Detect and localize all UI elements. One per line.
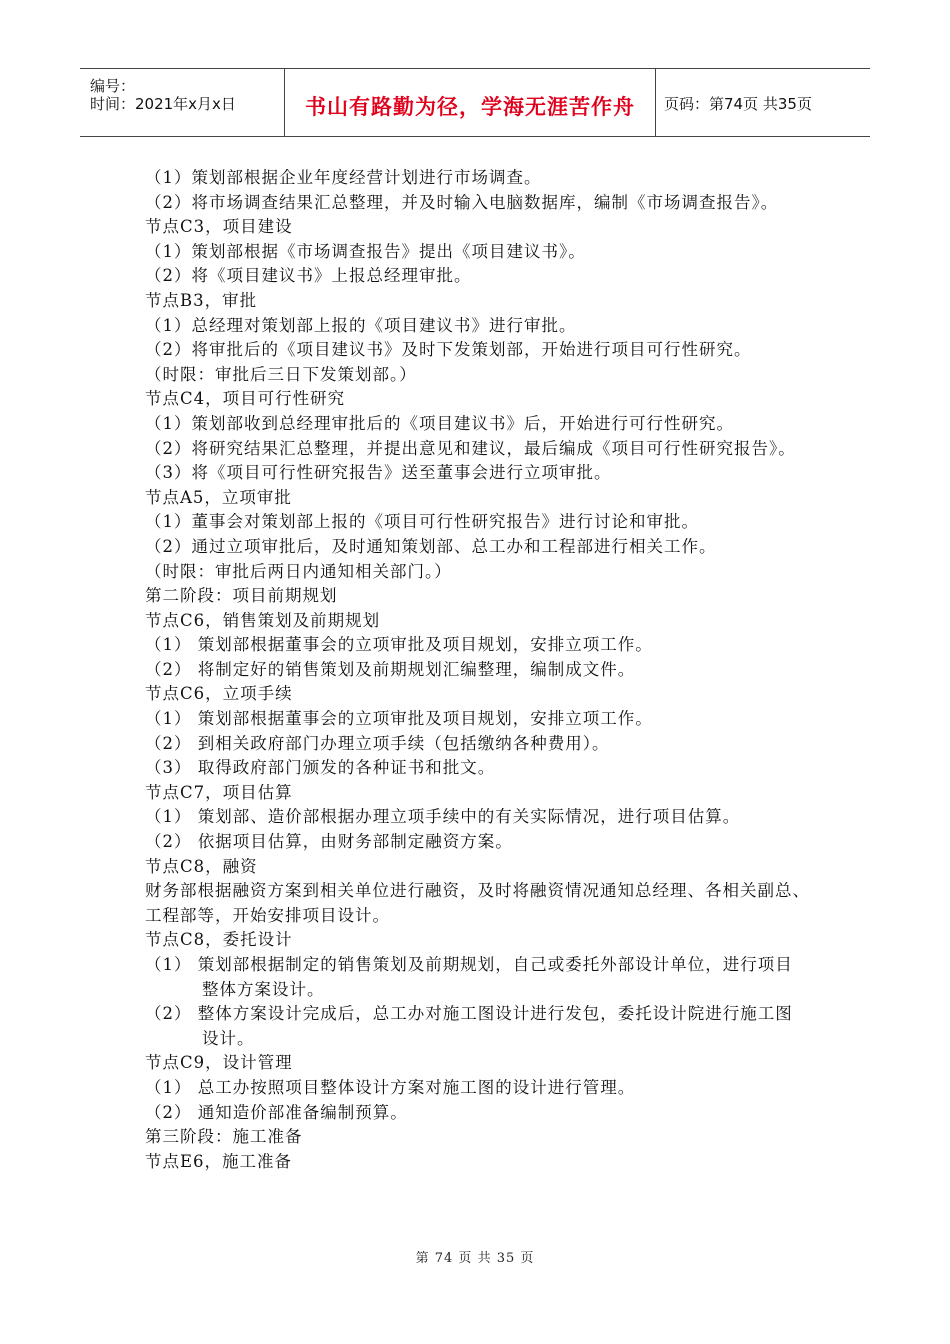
page-number-label: 页码：第74页 共35页: [664, 95, 812, 113]
header-motto: 书山有路勤为径，学海无涯苦作舟: [305, 95, 635, 119]
page-header: [80, 68, 870, 137]
body-line: （2） 将制定好的销售策划及前期规划汇编整理，编制成文件。: [145, 659, 636, 679]
body-line: （2）将研究结果汇总整理，并提出意见和建议，最后编成《项目可行性研究报告》。: [145, 438, 796, 458]
body-line: （2） 到相关政府部门办理立项手续（包括缴纳各种费用）。: [145, 733, 610, 753]
body-line: （3） 取得政府部门颁发的各种证书和批文。: [145, 758, 496, 778]
section-heading: 节点C7，项目估算: [145, 782, 293, 802]
body-line: （1） 策划部根据董事会的立项审批及项目规划，安排立项工作。: [145, 635, 653, 655]
document-body: [145, 166, 810, 1174]
body-line: 财务部根据融资方案到相关单位进行融资，及时将融资情况通知总经理、各相关副总、工程部等，开始安排项目设计。: [145, 881, 810, 925]
body-line: （2）将审批后的《项目建议书》及时下发策划部，开始进行项目可行性研究。: [145, 340, 752, 360]
document-number-label: 编号：: [90, 77, 136, 95]
section-heading: 节点C8，融资: [145, 856, 258, 876]
stage-heading: 第二阶段：项目前期规划: [145, 586, 338, 606]
header-motto-cell: [285, 69, 656, 136]
section-heading: 节点C4，项目可行性研究: [145, 389, 346, 409]
section-heading: 节点B3，审批: [145, 290, 258, 310]
section-heading: 节点C6，销售策划及前期规划: [145, 610, 381, 630]
body-line: （1）总经理对策划部上报的《项目建议书》进行审批。: [145, 315, 577, 335]
body-line: （3）将《项目可行性研究报告》送至董事会进行立项审批。: [145, 463, 612, 483]
stage-heading: 第三阶段：施工准备: [145, 1127, 303, 1147]
body-line: （2） 依据项目估算，由财务部制定融资方案。: [145, 832, 513, 852]
body-line: （1） 策划部、造价部根据办理立项手续中的有关实际情况，进行项目估算。: [145, 807, 741, 827]
section-heading: 节点E6，施工准备: [145, 1151, 293, 1171]
body-line: （1）董事会对策划部上报的《项目可行性研究报告》进行讨论和审批。: [145, 512, 699, 532]
section-heading: 节点C3，项目建设: [145, 217, 293, 237]
body-line: （1）策划部收到总经理审批后的《项目建议书》后，开始进行可行性研究。: [145, 413, 734, 433]
document-date-label: 时间：2021年x月x日: [90, 95, 236, 113]
body-line: （时限：审批后两日内通知相关部门。）: [145, 561, 452, 581]
body-line: （2） 通知造价部准备编制预算。: [145, 1102, 408, 1122]
body-line: （2）将《项目建议书》上报总经理审批。: [145, 266, 472, 286]
header-meta: [80, 69, 285, 136]
body-line: （1） 策划部根据制定的销售策划及前期规划，自己或委托外部设计单位，进行项目整体方案设计。: [145, 955, 793, 999]
page-footer: 第 74 页 共 35 页: [415, 1251, 535, 1266]
body-line: （2）通过立项审批后，及时通知策划部、总工办和工程部进行相关工作。: [145, 536, 717, 556]
body-line: （1） 总工办按照项目整体设计方案对施工图的设计进行管理。: [145, 1077, 636, 1097]
body-line: （1） 策划部根据董事会的立项审批及项目规划，安排立项工作。: [145, 709, 653, 729]
section-heading: 节点C8，委托设计: [145, 930, 293, 950]
section-heading: 节点A5，立项审批: [145, 487, 292, 507]
body-line: （时限：审批后三日下发策划部。）: [145, 364, 417, 384]
body-line: （1）策划部根据企业年度经营计划进行市场调查。: [145, 168, 542, 187]
section-heading: 节点C6，立项手续: [145, 684, 293, 704]
body-line: （1）策划部根据《市场调查报告》提出《项目建议书》。: [145, 241, 586, 261]
body-line: （2） 整体方案设计完成后，总工办对施工图设计进行发包，委托设计院进行施工图设计。: [145, 1004, 793, 1048]
section-heading: 节点C9，设计管理: [145, 1053, 293, 1073]
body-line: （2）将市场调查结果汇总整理，并及时输入电脑数据库，编制《市场调查报告》。: [145, 192, 779, 212]
